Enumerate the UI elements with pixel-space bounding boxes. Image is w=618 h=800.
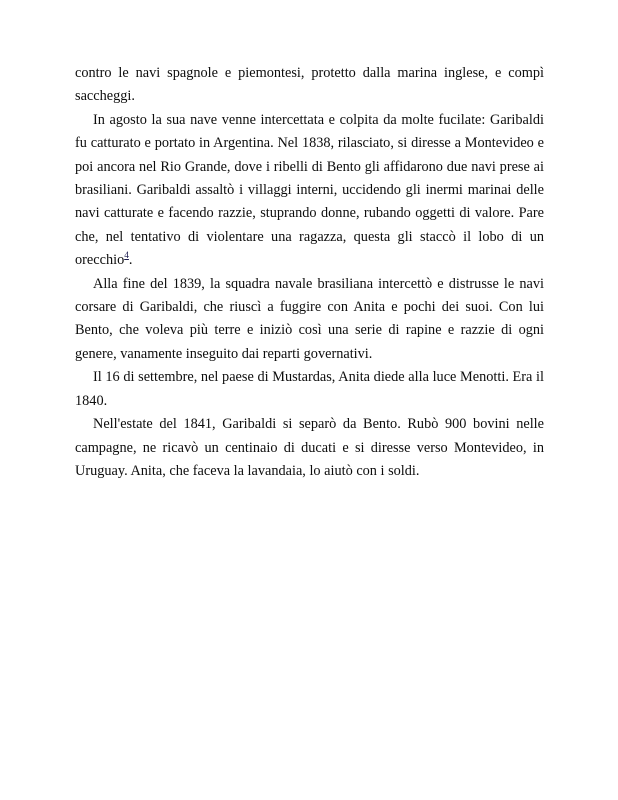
paragraph-5: Nell'estate del 1841, Garibaldi si separò da Bento. Rubò 900 bovini nelle campagne, ne ricavò un centinaio di ducati e si diresse verso Montevideo, in Uruguay. Anita, che faceva la lavandaia, lo aiutò con i soldi. [75,416,544,479]
body-text-column [75,62,544,483]
paragraph-2 [75,109,544,273]
footnote-reference-4[interactable]: 4 [124,251,129,262]
paragraph-1: contro le navi spagnole e piemontesi, protetto dalla marina inglese, e compì saccheggi. [75,65,544,105]
paragraph-2-text-tail: . [128,252,133,269]
paragraph-4: Il 16 di settembre, nel paese di Mustardas, Anita diede alla luce Menotti. Era il 1840. [75,369,544,409]
paragraph-3: Alla fine del 1839, la squadra navale brasiliana intercettò e distrusse le navi corsare di Garibaldi, che riuscì a fuggire con Anita e pochi dei suoi. Con lui Bento, che voleva più terre e iniziò così una serie di rapine e razzie di ogni genere, vanamente inseguito dai reparti governativi. [75,275,544,362]
paragraph-2-text: In agosto la sua nave venne intercettata e colpita da molte fucilate: Garibaldi fu catturato e portato in Argentina. Nel 1838, rilasciato, si diresse a Montevideo e poi ancora nel Rio Grande, dove i ribelli di Bento gli affidarono due navi prese ai brasiliani. Garibaldi assaltò i villaggi interni, uccidendo gli inermi marinai delle navi catturate e facendo razzie, stuprando donne, rubando oggetti di valore. Pare che, nel tentativo di violentare una ragazza, questa gli staccò il lobo di un orecchio [75,111,544,269]
